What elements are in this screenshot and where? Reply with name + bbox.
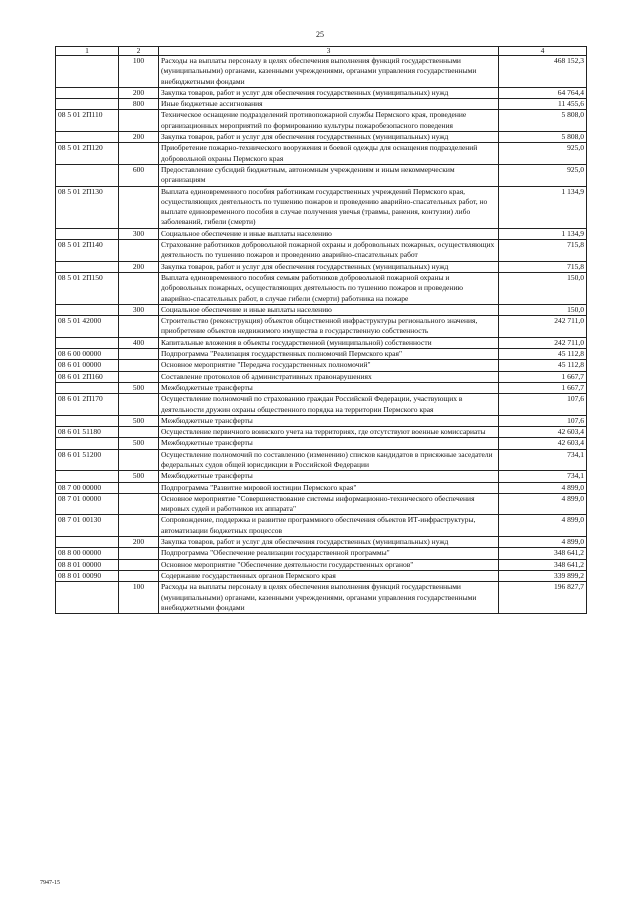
table-row bbox=[56, 493, 587, 515]
table-row bbox=[56, 186, 587, 228]
expense-type-cell: 300 bbox=[119, 304, 159, 315]
table-row bbox=[56, 449, 587, 471]
code-cell: 08 6 00 00000 bbox=[56, 349, 119, 360]
code-cell: 08 6 01 51180 bbox=[56, 427, 119, 438]
table-row bbox=[56, 471, 587, 482]
amount-cell: 11 455,6 bbox=[499, 99, 587, 110]
name-cell: Составление протоколов об административных правонарушениях bbox=[159, 371, 499, 382]
name-cell: Техническое оснащение подразделений противопожарной службы Пермского края, проведение организационных мероприятий по формированию культуры пожаробезопасного поведения bbox=[159, 110, 499, 132]
expense-type-cell: 100 bbox=[119, 582, 159, 614]
amount-cell: 348 641,2 bbox=[499, 559, 587, 570]
name-cell: Межбюджетные трансферты bbox=[159, 415, 499, 426]
name-cell: Основное мероприятие "Обеспечение деятельности государственных органов" bbox=[159, 559, 499, 570]
amount-cell: 45 112,8 bbox=[499, 360, 587, 371]
code-cell: 08 5 01 2П120 bbox=[56, 143, 119, 165]
table-row bbox=[56, 240, 587, 262]
table-row bbox=[56, 316, 587, 338]
table-row bbox=[56, 304, 587, 315]
code-cell bbox=[56, 261, 119, 272]
table-row bbox=[56, 438, 587, 449]
amount-cell: 1 134,9 bbox=[499, 186, 587, 228]
code-cell bbox=[56, 99, 119, 110]
expense-type-cell bbox=[119, 427, 159, 438]
table-row bbox=[56, 382, 587, 393]
expense-type-cell: 300 bbox=[119, 228, 159, 239]
name-cell: Межбюджетные трансферты bbox=[159, 382, 499, 393]
code-cell bbox=[56, 471, 119, 482]
table-row bbox=[56, 394, 587, 416]
amount-cell: 339 899,2 bbox=[499, 570, 587, 581]
expense-type-cell bbox=[119, 143, 159, 165]
name-cell: Основное мероприятие "Совершенствование системы информационно-технического обеспечения мировых судей и работников их аппарата" bbox=[159, 493, 499, 515]
code-cell: 08 5 01 2П150 bbox=[56, 272, 119, 304]
table-row bbox=[56, 143, 587, 165]
code-cell bbox=[56, 164, 119, 186]
expense-type-cell bbox=[119, 371, 159, 382]
expense-type-cell bbox=[119, 240, 159, 262]
name-cell: Содержание государственных органов Пермского края bbox=[159, 570, 499, 581]
expense-type-cell bbox=[119, 349, 159, 360]
expense-type-cell: 100 bbox=[119, 56, 159, 88]
amount-cell: 925,0 bbox=[499, 143, 587, 165]
name-cell: Межбюджетные трансферты bbox=[159, 438, 499, 449]
code-cell bbox=[56, 382, 119, 393]
amount-cell: 715,8 bbox=[499, 261, 587, 272]
table-row bbox=[56, 110, 587, 132]
amount-cell: 734,1 bbox=[499, 471, 587, 482]
amount-cell: 1 667,7 bbox=[499, 382, 587, 393]
table-row bbox=[56, 87, 587, 98]
expense-type-cell: 500 bbox=[119, 471, 159, 482]
code-cell bbox=[56, 304, 119, 315]
expense-type-cell: 500 bbox=[119, 382, 159, 393]
code-cell: 08 8 01 00000 bbox=[56, 559, 119, 570]
code-cell: 08 8 01 00090 bbox=[56, 570, 119, 581]
expense-type-cell bbox=[119, 360, 159, 371]
code-cell bbox=[56, 537, 119, 548]
name-cell: Закупка товаров, работ и услуг для обеспечения государственных (муниципальных) нужд bbox=[159, 261, 499, 272]
code-cell: 08 8 00 00000 bbox=[56, 548, 119, 559]
expense-type-cell: 200 bbox=[119, 87, 159, 98]
amount-cell: 242 711,0 bbox=[499, 337, 587, 348]
code-cell: 08 6 01 51200 bbox=[56, 449, 119, 471]
name-cell: Межбюджетные трансферты bbox=[159, 471, 499, 482]
amount-cell: 715,8 bbox=[499, 240, 587, 262]
amount-cell: 107,6 bbox=[499, 415, 587, 426]
budget-table bbox=[55, 46, 587, 614]
expense-type-cell: 800 bbox=[119, 99, 159, 110]
amount-cell: 42 603,4 bbox=[499, 427, 587, 438]
expense-type-cell bbox=[119, 548, 159, 559]
amount-cell: 4 899,0 bbox=[499, 482, 587, 493]
amount-cell: 5 808,0 bbox=[499, 132, 587, 143]
expense-type-cell: 400 bbox=[119, 337, 159, 348]
amount-cell: 5 808,0 bbox=[499, 110, 587, 132]
name-cell: Капитальные вложения в объекты государственной (муниципальной) собственности bbox=[159, 337, 499, 348]
table-row bbox=[56, 349, 587, 360]
table-row bbox=[56, 548, 587, 559]
code-cell: 08 7 01 00000 bbox=[56, 493, 119, 515]
table-row bbox=[56, 164, 587, 186]
table-row bbox=[56, 99, 587, 110]
table-row bbox=[56, 261, 587, 272]
table-body bbox=[56, 56, 587, 614]
table-header-row bbox=[56, 47, 587, 56]
code-cell: 08 5 01 42000 bbox=[56, 316, 119, 338]
amount-cell: 348 641,2 bbox=[499, 548, 587, 559]
amount-cell: 4 899,0 bbox=[499, 515, 587, 537]
name-cell: Закупка товаров, работ и услуг для обеспечения государственных (муниципальных) нужд bbox=[159, 87, 499, 98]
footer-code: 7947-15 bbox=[40, 880, 60, 886]
expense-type-cell: 600 bbox=[119, 164, 159, 186]
name-cell: Строительство (реконструкция) объектов общественной инфраструктуры регионального значения, приобретение объектов недвижимого имущества в государственную собственность bbox=[159, 316, 499, 338]
expense-type-cell bbox=[119, 570, 159, 581]
table-row bbox=[56, 272, 587, 304]
amount-cell: 468 152,3 bbox=[499, 56, 587, 88]
amount-cell: 196 827,7 bbox=[499, 582, 587, 614]
table-row bbox=[56, 371, 587, 382]
name-cell: Закупка товаров, работ и услуг для обеспечения государственных (муниципальных) нужд bbox=[159, 537, 499, 548]
table-row bbox=[56, 337, 587, 348]
amount-cell: 45 112,8 bbox=[499, 349, 587, 360]
expense-type-cell bbox=[119, 482, 159, 493]
expense-type-cell: 200 bbox=[119, 261, 159, 272]
code-cell bbox=[56, 337, 119, 348]
table-row bbox=[56, 482, 587, 493]
table-row bbox=[56, 415, 587, 426]
amount-cell: 925,0 bbox=[499, 164, 587, 186]
code-cell: 08 6 01 2П160 bbox=[56, 371, 119, 382]
table-row bbox=[56, 360, 587, 371]
name-cell: Выплата единовременного пособия работникам государственных учреждений Пермского края, осуществляющих деятельность по тушению пожаров и проведению аварийно-спасательных работ, но выплате единовременного пособия в случае получения увечья (травмы, ранения, контузии) либо заболеваний, гибели (смерти) bbox=[159, 186, 499, 228]
name-cell: Социальное обеспечение и иные выплаты населению bbox=[159, 228, 499, 239]
amount-cell: 107,6 bbox=[499, 394, 587, 416]
name-cell: Осуществление полномочий по страхованию граждан Российской Федерации, участвующих в деятельности дружин охраны общественного порядка на территории Пермского края bbox=[159, 394, 499, 416]
name-cell: Осуществление полномочий по составлению (изменению) списков кандидатов в присяжные заседатели федеральных судов общей юрисдикции в Российской Федерации bbox=[159, 449, 499, 471]
expense-type-cell bbox=[119, 449, 159, 471]
expense-type-cell bbox=[119, 272, 159, 304]
amount-cell: 42 603,4 bbox=[499, 438, 587, 449]
name-cell: Иные бюджетные ассигнования bbox=[159, 99, 499, 110]
name-cell: Подпрограмма "Развитие мировой юстиции Пермского края" bbox=[159, 482, 499, 493]
expense-type-cell: 200 bbox=[119, 537, 159, 548]
code-cell bbox=[56, 56, 119, 88]
amount-cell: 1 667,7 bbox=[499, 371, 587, 382]
expense-type-cell: 500 bbox=[119, 438, 159, 449]
name-cell: Закупка товаров, работ и услуг для обеспечения государственных (муниципальных) нужд bbox=[159, 132, 499, 143]
expense-type-cell bbox=[119, 515, 159, 537]
amount-cell: 150,0 bbox=[499, 272, 587, 304]
expense-type-cell: 200 bbox=[119, 132, 159, 143]
name-cell: Страхование работников добровольной пожарной охраны и добровольных пожарных, осуществляющих деятельность по тушению пожаров и проведению аварийно-спасательных работ bbox=[159, 240, 499, 262]
code-cell: 08 5 01 2П110 bbox=[56, 110, 119, 132]
amount-cell: 734,1 bbox=[499, 449, 587, 471]
name-cell: Предоставление субсидий бюджетным, автономным учреждениям и иным некоммерческим организациям bbox=[159, 164, 499, 186]
code-cell bbox=[56, 415, 119, 426]
expense-type-cell bbox=[119, 110, 159, 132]
table-row bbox=[56, 582, 587, 614]
name-cell: Расходы на выплаты персоналу в целях обеспечения выполнения функций государственными (муниципальными) органами, казенными учреждениями, органами управления государственными внебюджетными фондами bbox=[159, 582, 499, 614]
table-row bbox=[56, 132, 587, 143]
name-cell: Сопровождение, поддержка и развитие программного обеспечения объектов ИТ-инфраструктуры, автоматизации бюджетных процессов bbox=[159, 515, 499, 537]
name-cell: Подпрограмма "Реализация государственных полномочий Пермского края" bbox=[159, 349, 499, 360]
expense-type-cell bbox=[119, 493, 159, 515]
amount-cell: 4 899,0 bbox=[499, 493, 587, 515]
name-cell: Подпрограмма "Обеспечение реализации государственной программы" bbox=[159, 548, 499, 559]
code-cell bbox=[56, 438, 119, 449]
column-header-code: 1 bbox=[56, 47, 119, 56]
table-row bbox=[56, 228, 587, 239]
column-header-name: 3 bbox=[159, 47, 499, 56]
code-cell: 08 7 01 00130 bbox=[56, 515, 119, 537]
code-cell bbox=[56, 228, 119, 239]
amount-cell: 1 134,9 bbox=[499, 228, 587, 239]
table-row bbox=[56, 56, 587, 88]
amount-cell: 64 764,4 bbox=[499, 87, 587, 98]
table-row bbox=[56, 570, 587, 581]
expense-type-cell bbox=[119, 559, 159, 570]
name-cell: Осуществление первичного воинского учета на территориях, где отсутствуют военные комиссариаты bbox=[159, 427, 499, 438]
column-header-amount: 4 bbox=[499, 47, 587, 56]
code-cell: 08 6 01 00000 bbox=[56, 360, 119, 371]
code-cell: 08 5 01 2П140 bbox=[56, 240, 119, 262]
code-cell bbox=[56, 87, 119, 98]
table-row bbox=[56, 515, 587, 537]
name-cell: Основное мероприятие "Передача государственных полномочий" bbox=[159, 360, 499, 371]
expense-type-cell: 500 bbox=[119, 415, 159, 426]
name-cell: Расходы на выплаты персоналу в целях обеспечения выполнения функций государственными (муниципальными) органами, казенными учреждениями, органами управления государственными внебюджетными фондами bbox=[159, 56, 499, 88]
amount-cell: 4 899,0 bbox=[499, 537, 587, 548]
code-cell: 08 6 01 2П170 bbox=[56, 394, 119, 416]
name-cell: Приобретение пожарно-технического вооружения и боевой одежды для оснащения подразделений добровольной охраны Пермского края bbox=[159, 143, 499, 165]
code-cell: 08 5 01 2П130 bbox=[56, 186, 119, 228]
table-row bbox=[56, 559, 587, 570]
code-cell bbox=[56, 582, 119, 614]
code-cell: 08 7 00 00000 bbox=[56, 482, 119, 493]
column-header-expense-type: 2 bbox=[119, 47, 159, 56]
expense-type-cell bbox=[119, 316, 159, 338]
name-cell: Выплата единовременного пособия семьям работников добровольной пожарной охраны и добровольных пожарных, осуществляющих деятельность по тушению пожаров и проведению аварийно-спасательных работ, в случае гибели (смерти) работника на пожаре bbox=[159, 272, 499, 304]
code-cell bbox=[56, 132, 119, 143]
page-number: 25 bbox=[316, 30, 324, 39]
name-cell: Социальное обеспечение и иные выплаты населению bbox=[159, 304, 499, 315]
expense-type-cell bbox=[119, 394, 159, 416]
table-row bbox=[56, 427, 587, 438]
amount-cell: 242 711,0 bbox=[499, 316, 587, 338]
table-row bbox=[56, 537, 587, 548]
amount-cell: 150,0 bbox=[499, 304, 587, 315]
expense-type-cell bbox=[119, 186, 159, 228]
